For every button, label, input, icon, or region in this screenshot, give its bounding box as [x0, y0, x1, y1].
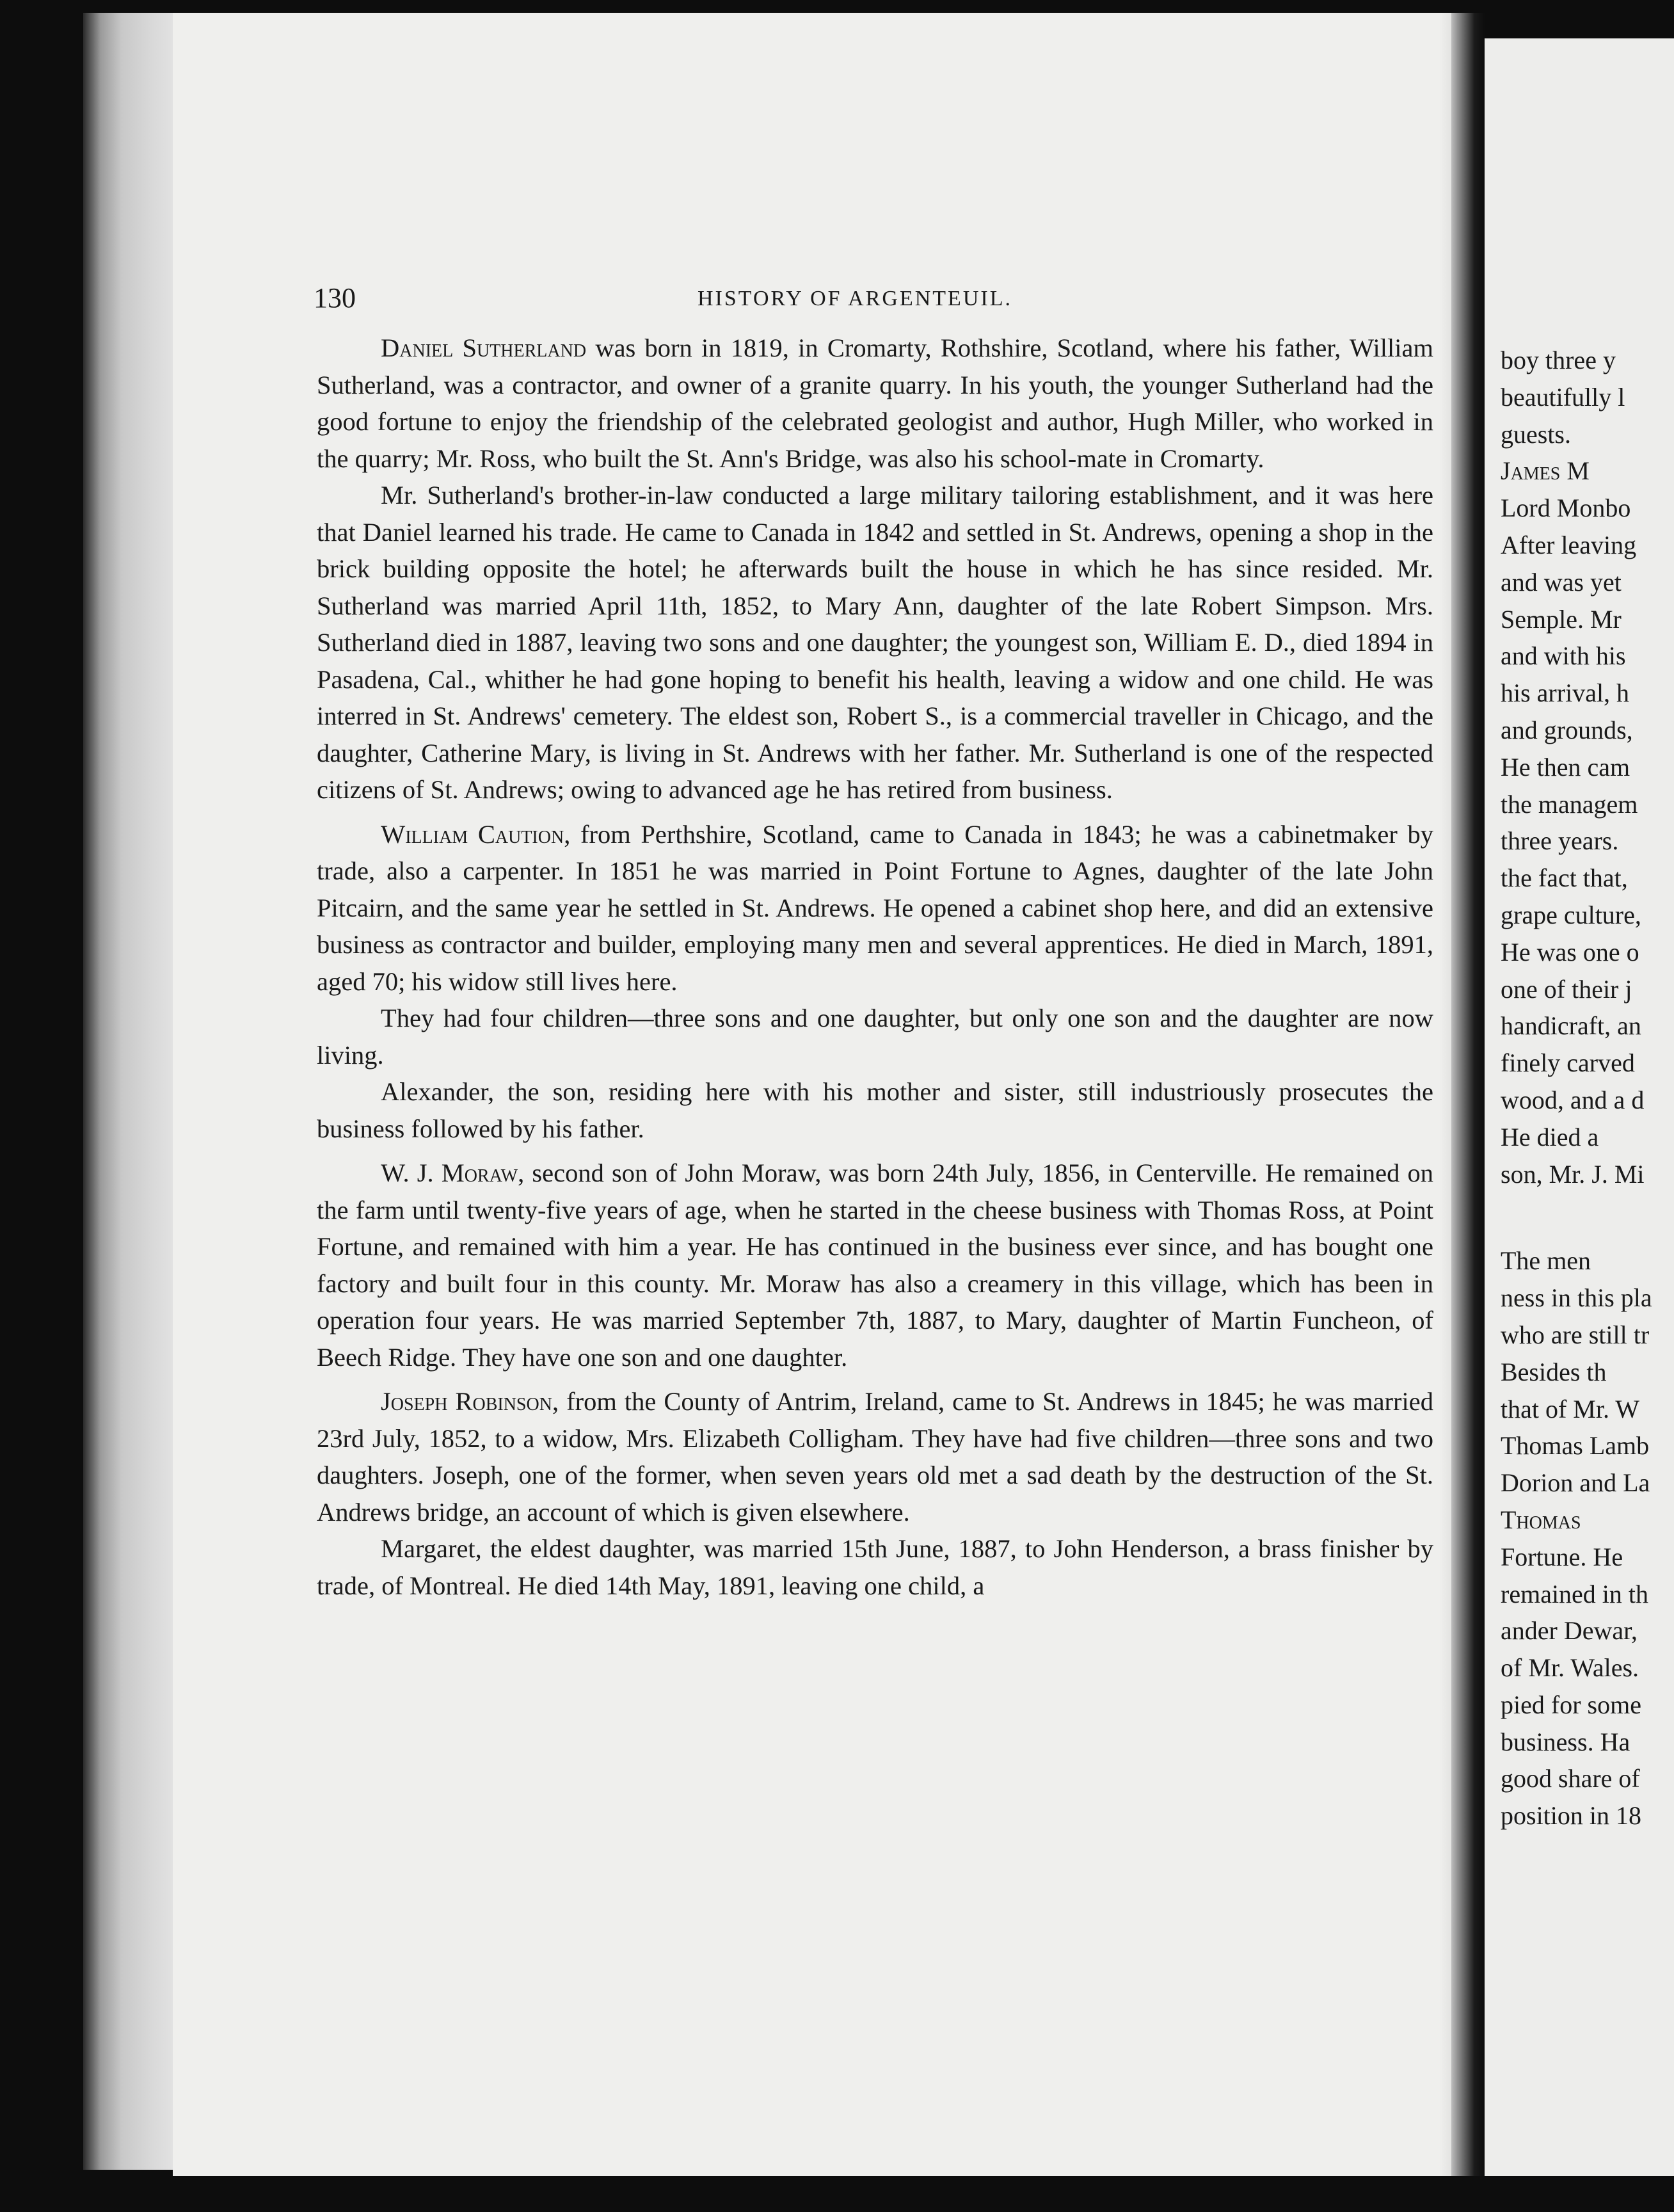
text-fragment: that of Mr. W — [1501, 1394, 1640, 1423]
text-fragment: pied for some — [1501, 1690, 1641, 1719]
text-fragment: beautifully l — [1501, 382, 1625, 412]
text-fragment: finely carved — [1501, 1048, 1635, 1078]
text-fragment: good share of — [1501, 1764, 1640, 1793]
paragraph-william-caution — [317, 816, 1433, 1000]
text-fragment: business. Ha — [1501, 1727, 1630, 1756]
text-fragment: The men — [1501, 1246, 1591, 1276]
text-fragment: He died a — [1501, 1122, 1599, 1151]
person-name: Joseph Robinson — [381, 1387, 552, 1416]
text-fragment: Lord Monbo — [1501, 493, 1631, 523]
paragraph-text: Margaret, the eldest daughter, was married 15th June, 1887, to John Henderson, a brass finisher by trade, of Montreal. He died 14th May, 1891, leaving one child, a — [317, 1534, 1433, 1600]
text-fragment: After leaving — [1501, 530, 1637, 559]
text-fragment: He was one o — [1501, 937, 1639, 966]
text-fragment: Fortune. He — [1501, 1542, 1623, 1571]
text-fragment: who are still tr — [1501, 1320, 1650, 1349]
text-fragment: ander Dewar, — [1501, 1616, 1638, 1646]
paragraph-text: , second son of John Moraw, was born 24th July, 1856, in Centerville. He remained on the farm until twenty-five years of age, when he started in the cheese business with Thomas Ross, at Point Fortune, and remained with him a year. He has continued in the business ever since, and has bought one factory and built four in this county. Mr. Moraw has also a creamery in this village, which has been in operation four years. He was married September 7th, 1887, to Mary, daughter of Martin Funcheon, of Beech Ridge. They have one son and one daughter. — [317, 1158, 1433, 1372]
person-name: William Caution — [381, 819, 564, 849]
page-number: 130 — [314, 282, 356, 314]
text-fragment: son, Mr. J. Mi — [1501, 1159, 1645, 1189]
text-fragment: and with his — [1501, 641, 1626, 671]
text-fragment: ness in this pla — [1501, 1283, 1652, 1313]
text-fragment: grape culture, — [1501, 900, 1641, 929]
book-spine — [1451, 13, 1485, 2176]
text-fragment: guests. — [1501, 419, 1571, 449]
book-edge — [83, 13, 179, 2170]
text-fragment: Besides th — [1501, 1357, 1607, 1386]
paragraph-text: Alexander, the son, residing here with his mother and sister, still industriously prosecutes the business followed by his father. — [317, 1077, 1433, 1143]
text-fragment: remained in th — [1501, 1579, 1649, 1608]
person-name: W. J. Moraw — [381, 1158, 518, 1187]
text-fragment: Semple. Mr — [1501, 604, 1622, 634]
paragraph-wj-moraw — [317, 1155, 1433, 1375]
paragraph-text: , from Perthshire, Scotland, came to Canada in 1843; he was a cabinetmaker by trade, also a carpenter. In 1851 he was married in Point Fortune to Agnes, daughter of the late John Pitcairn, and the same year he settled in St. Andrews. He opened a cabinet shop here, and did an extensive business as contractor and builder, employing many men and several apprentices. He died in March, 1891, aged 70; his widow still lives here. — [317, 819, 1433, 996]
text-fragment: position in 18 — [1501, 1801, 1642, 1831]
paragraph-daniel-sutherland — [317, 330, 1433, 477]
paragraph-caution-children — [317, 1000, 1433, 1073]
text-fragment: his arrival, h — [1501, 678, 1630, 708]
text-fragment: James M — [1501, 456, 1590, 486]
paragraph-alexander — [317, 1073, 1433, 1147]
text-fragment: Thomas — [1501, 1505, 1581, 1534]
text-fragment: the managem — [1501, 789, 1638, 819]
right-page-text — [1501, 342, 1674, 1834]
text-fragment: He then cam — [1501, 752, 1630, 781]
body-text — [317, 330, 1433, 1604]
text-fragment: and grounds, — [1501, 715, 1633, 744]
text-fragment: of Mr. Wales. — [1501, 1653, 1639, 1683]
paragraph-margaret — [317, 1530, 1433, 1604]
text-fragment: Thomas Lamb — [1501, 1431, 1650, 1461]
person-name: Daniel Sutherland — [381, 333, 587, 362]
running-title: HISTORY OF ARGENTEUIL. — [698, 287, 1012, 310]
paragraph-joseph-robinson — [317, 1383, 1433, 1530]
text-fragment: Dorion and La — [1501, 1468, 1650, 1498]
paragraph-text: They had four children—three sons and one daughter, but only one son and the daughter are now living. — [317, 1004, 1433, 1070]
paragraph-text: Mr. Sutherland's brother-in-law conducted a large military tailoring establishment, and it was here that Daniel learned his trade. He came to Canada in 1842 and settled in St. Andrews, opening a shop in the brick building opposite the hotel; he afterwards built the house in which he has since resided. Mr. Sutherland was married April 11th, 1852, to Mary Ann, daughter of the late Robert Simpson. Mrs. Sutherland died in 1887, leaving two sons and one daughter; the youngest son, William E. D., died 1894 in Pasadena, Cal., whither he had gone hoping to benefit his health, leaving a widow and one child. He was interred in St. Andrews' cemetery. The eldest son, Robert S., is a commercial traveller in Chicago, and the daughter, Catherine Mary, is living in St. Andrews with her father. Mr. Sutherland is one of the respected citizens of St. Andrews; owing to advanced age he has retired from business. — [317, 481, 1433, 804]
text-fragment: one of their j — [1501, 974, 1632, 1004]
text-fragment: boy three y — [1501, 346, 1616, 374]
paragraph-text: , from the County of Antrim, Ireland, came to St. Andrews in 1845; he was married 23rd July, 1852, to a widow, Mrs. Elizabeth Colligham. They have had five children—three sons and two daughters. Joseph, one of the former, when seven years old met a sad death by the destruction of the St. Andrews bridge, an account of which is given elsewhere. — [317, 1387, 1434, 1527]
text-fragment: handicraft, an — [1501, 1011, 1641, 1041]
text-fragment: the fact that, — [1501, 863, 1628, 893]
page-header — [314, 282, 1433, 320]
paragraph-sutherland-family — [317, 477, 1433, 808]
text-fragment: and was yet — [1501, 567, 1622, 597]
paragraph-text: was born in 1819, in Cromarty, Rothshire, Scotland, where his father, William Sutherland, was a contractor, and owner of a granite quarry. In his youth, the younger Sutherland had the good fortune to enjoy the friendship of the celebrated geologist and author, Hugh Miller, who worked in the quarry; Mr. Ross, who built the St. Ann's Bridge, was also his school-mate in Cromarty. — [317, 333, 1433, 473]
text-fragment: wood, and a d — [1501, 1085, 1645, 1114]
text-fragment: three years. — [1501, 826, 1619, 856]
